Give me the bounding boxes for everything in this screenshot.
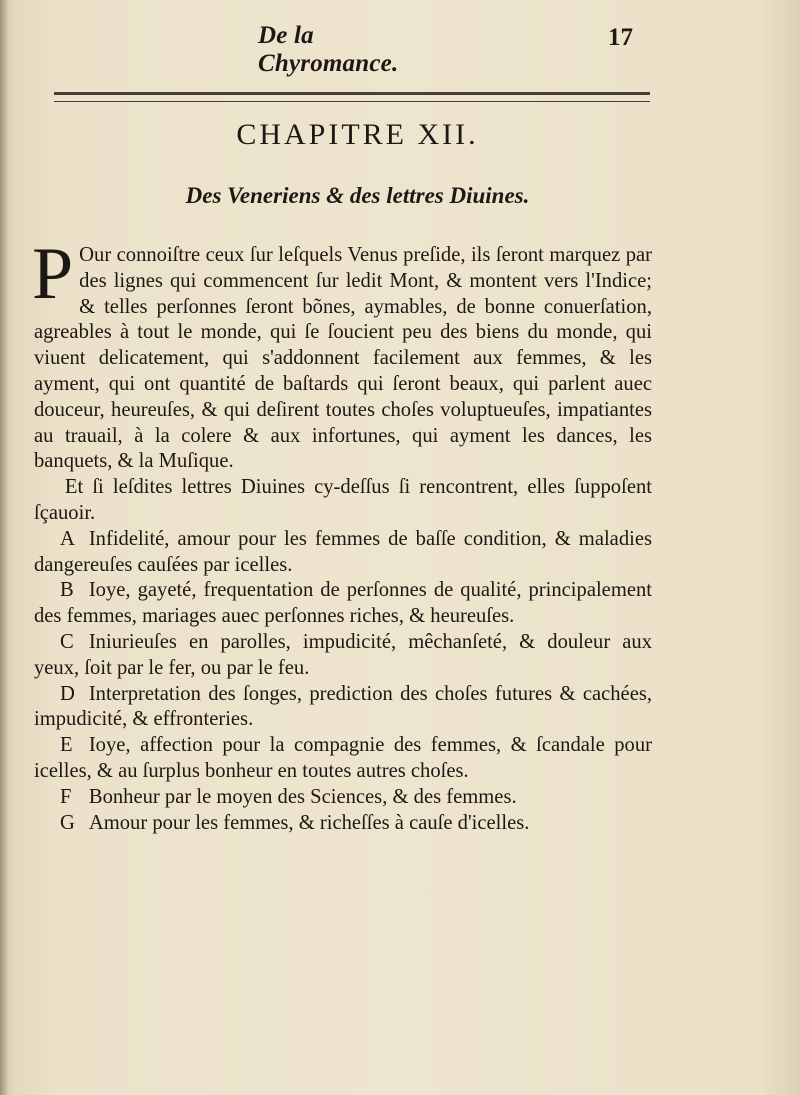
entry-e bbox=[34, 733, 652, 785]
entry-text: Infidelité, amour pour les femmes de baſſe condition, & maladies dangereuſes cauſées par icelles. bbox=[34, 527, 652, 576]
intro-paragraph bbox=[32, 233, 652, 475]
chapter-subtitle: Des Veneriens & des lettres Diuines. bbox=[185, 183, 530, 208]
second-paragraph: Et ſi leſdites lettres Diuines cy-deſſus ſi rencontrent, elles ſuppoſent ſçauoir. bbox=[34, 476, 652, 524]
entry-letter: B bbox=[60, 579, 74, 602]
entry-text: Bonheur par le moyen des Sciences, & des femmes. bbox=[88, 785, 517, 808]
page-gutter-shadow bbox=[0, 0, 8, 1095]
running-title: De la Chyromance. bbox=[258, 22, 399, 77]
entry-letter: F bbox=[60, 785, 72, 808]
entry-text: Interpretation des ſonges, prediction des choſes futures & cachées, impudicité, & effronteries. bbox=[34, 682, 652, 731]
entry-text: Ioye, gayeté, frequentation de perſonnes de qualité, principalement des femmes, mariages auec perſonnes riches, & heureuſes. bbox=[34, 579, 652, 628]
chapter-title: CHAPITRE XII. bbox=[236, 118, 479, 151]
entry-d bbox=[34, 682, 652, 734]
entry-text: Iniurieuſes en parolles, impudicité, mêchanſeté, & douleur aux yeux, ſoit par le fer, ou par le feu. bbox=[34, 630, 652, 679]
entry-text: Amour pour les femmes, & richeſſes à cauſe d'icelles. bbox=[88, 811, 530, 834]
entry-letter: G bbox=[60, 811, 75, 834]
entry-letter: C bbox=[60, 630, 74, 653]
page-number: 17 bbox=[608, 24, 633, 51]
entry-letter: E bbox=[60, 734, 73, 757]
entry-c bbox=[34, 630, 652, 682]
entry-b bbox=[34, 578, 652, 630]
entry-g bbox=[34, 811, 652, 837]
chapter-body bbox=[32, 233, 652, 836]
entry-f bbox=[34, 785, 652, 811]
header-rule bbox=[54, 92, 650, 102]
entry-letter: D bbox=[60, 682, 75, 705]
intro-text: Our connoiſtre ceux ſur leſquels Venus preſide, ils ſeront marquez par des lignes qui commencent ſur ledit Mont, & montent vers l'Indice; & telles perſonnes ſeront bõnes, aymables, de bonne conuerſation, agreables à tout le monde, qui ſe ſoucient peu des biens du monde, qui viuent delicatement, qui s'addonnent facilement aux femmes, & les ayment, qui ont quantité de baſtards qui ſeront beaux, qui parlent auec douceur, heureuſes, & qui deſirent toutes choſes voluptueuſes, impatiantes au trauail, à la colere & aux infortunes, qui ayment les dances, les banquets, & la Muſique. bbox=[34, 244, 652, 473]
entry-a bbox=[34, 527, 652, 579]
drop-cap: P bbox=[32, 233, 74, 315]
entry-text: Ioye, affection pour la compagnie des femmes, & ſcandale pour icelles, & au ſurplus bonheur en toutes autres choſes. bbox=[34, 734, 652, 782]
entry-letter: A bbox=[60, 527, 75, 550]
